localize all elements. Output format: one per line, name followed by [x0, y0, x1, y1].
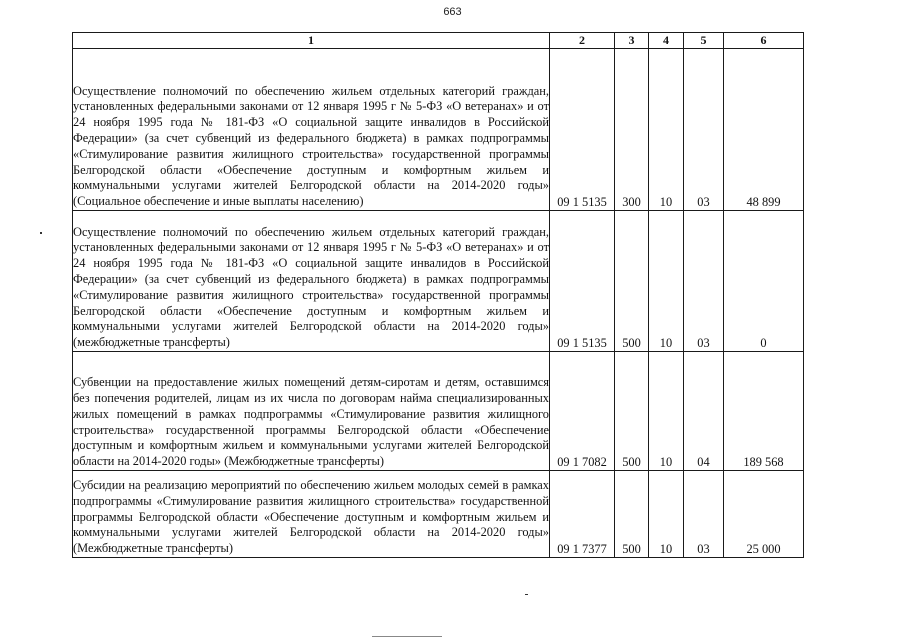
row-description: Осуществление полномочий по обеспечению жильем отдельных категорий граждан, установленных федеральными законами от 12 января 1995 г № 5-ФЗ «О ветеранах» и от 24 ноября 1995 года № 181-ФЗ «О социальной защите инвалидов в Российской Федерации» (за счет субвенций из федерального бюджета) в рамках подпрограммы «Стимулирование развития жилищного строительства» государственной программы Белгородской области «Обеспечение доступным и комфортным жильем и коммунальными услугами жителей Белгородской области на 2014-2020 годы» (межбюджетные трансферты) — [73, 211, 550, 352]
row-col4: 10 — [649, 211, 684, 352]
table-row — [73, 49, 804, 211]
row-amount: 48 899 — [724, 49, 804, 211]
column-header: 3 — [615, 33, 649, 49]
row-col5: 03 — [684, 471, 724, 558]
table-row — [73, 352, 804, 471]
table-row — [73, 211, 804, 352]
row-description: Осуществление полномочий по обеспечению жильем отдельных категорий граждан, установленных федеральными законами от 12 января 1995 г № 5-ФЗ «О ветеранах» и от 24 ноября 1995 года № 181-ФЗ «О социальной защите инвалидов в Российской Федерации» (за счет субвенций из федерального бюджета) в рамках подпрограммы «Стимулирование развития жилищного строительства» государственной программы Белгородской области «Обеспечение доступным и комфортным жильем и коммунальными услугами жителей Белгородской области на 2014-2020 годы» (Социальное обеспечение и иные выплаты населению) — [73, 49, 550, 211]
row-col3: 500 — [615, 211, 649, 352]
row-description: Субсидии на реализацию мероприятий по обеспечению жильем молодых семей в рамках подпрограммы «Стимулирование развития жилищного строительства» государственной программы Белгородской области «Обеспечение доступным и комфортным жильем и коммунальными услугами жителей Белгородской области на 2014-2020 годы» (Межбюджетные трансферты) — [73, 471, 550, 558]
column-header: 1 — [73, 33, 550, 49]
row-code: 09 1 7377 — [550, 471, 615, 558]
row-amount: 189 568 — [724, 352, 804, 471]
scan-line — [372, 636, 442, 637]
row-col3: 300 — [615, 49, 649, 211]
column-header: 6 — [724, 33, 804, 49]
row-description: Субвенции на предоставление жилых помещений детям-сиротам и детям, оставшимся без попечения родителей, лицам из их числа по договорам найма специализированных жилых помещений в рамках подпрограммы «Стимулирование развития жилищного строительства» государственной программы Белгородской области «Обеспечение доступным и комфортным жильем и коммунальными услугами жителей Белгородской области на 2014-2020 годы» (Межбюджетные трансферты) — [73, 352, 550, 471]
row-col5: 03 — [684, 211, 724, 352]
scan-dot — [40, 232, 42, 234]
row-code: 09 1 5135 — [550, 49, 615, 211]
column-header: 4 — [649, 33, 684, 49]
row-col4: 10 — [649, 352, 684, 471]
row-col3: 500 — [615, 352, 649, 471]
table-row — [73, 471, 804, 558]
row-col3: 500 — [615, 471, 649, 558]
table-header-row — [73, 33, 804, 49]
budget-table — [72, 32, 804, 558]
row-col4: 10 — [649, 49, 684, 211]
row-amount: 25 000 — [724, 471, 804, 558]
column-header: 5 — [684, 33, 724, 49]
row-code: 09 1 5135 — [550, 211, 615, 352]
row-col4: 10 — [649, 471, 684, 558]
row-code: 09 1 7082 — [550, 352, 615, 471]
row-amount: 0 — [724, 211, 804, 352]
page-number: 663 — [443, 6, 462, 18]
scan-dot — [525, 594, 528, 595]
row-col5: 03 — [684, 49, 724, 211]
column-header: 2 — [550, 33, 615, 49]
row-col5: 04 — [684, 352, 724, 471]
